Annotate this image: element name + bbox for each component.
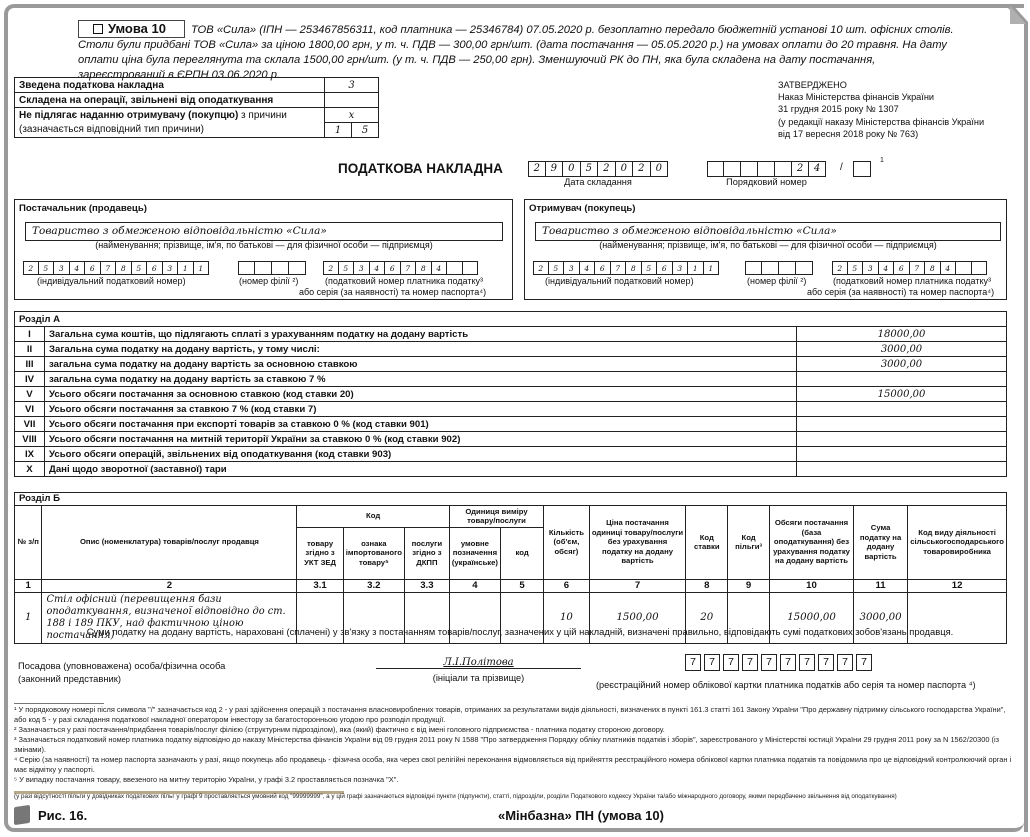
footnote-4: ⁴ Серію (за наявності) та номер паспорта зазначають у разі, якщо покупець або продавець - фізична особа, яка через свої релігійні переконання відмовляється від прийняття реєстраційного номера облікової картки платника податків та повідомила про це відповідний контролюючий орган і має відмітку у паспорті.	[14, 755, 1012, 774]
buyer-taxpayer-caption-2: або серія (за наявності) та номер паспорта⁴)	[807, 287, 995, 297]
seller-taxpayer-number-field[interactable]: 2 5 3 4 6 7 8 4	[323, 261, 478, 275]
item-price[interactable]: 1500,00	[589, 592, 686, 643]
buyer-name-caption: (найменування; прізвище, ім'я, по батькові — для фізичної особи — підприємця)	[599, 240, 937, 250]
seller-name-field[interactable]: Товариство з обмеженою відповідальністю «Сила»	[25, 222, 503, 241]
footnote-2: ² Зазначається у разі постачання/придбання товарів/послуг філією (структурним підрозділом), яка (який) фактично є від імені головного підприємства - платника податку стороною договору.	[14, 725, 665, 734]
col-header: Ціна постачання одиниці товару/послуги без урахування податку на додану вартість	[589, 505, 686, 579]
flag-label: Складена на операції, звільнені від оподаткування	[15, 93, 325, 108]
flag-row-reason	[15, 123, 379, 138]
figure-caption: «Мінбазна» ПН (умова 10)	[498, 808, 664, 823]
footnote-5: ⁵ У випадку постачання товару, ввезеного на митну територію України, у графі 3.2 проставляється позначка "Х".	[14, 775, 399, 784]
col-header: № з/п	[15, 505, 42, 579]
col-header: ознака імпортованого товару⁵	[343, 527, 404, 579]
section-b-title: Розділ Б	[15, 493, 1007, 506]
col-header: Сума податку на додану вартість	[853, 505, 907, 579]
col-header: код	[500, 527, 543, 579]
flag-label: (зазначається відповідний тип причини)	[15, 123, 325, 138]
date-field[interactable]	[528, 161, 668, 187]
registration-number-caption: (реєстраційний номер облікової картки платника податків або серія та номер паспорта ⁴)	[596, 680, 976, 690]
flag-row-not-issued	[15, 108, 379, 123]
buyer-branch-caption: (номер філії ²)	[747, 276, 807, 286]
footnote-benefit-code: (у разі відсутності пільги у довідниках податкових пільг у графі 9 проставляється умовний код "99999999", а у цій графі зазначаються відповідні пункти (підпункти), статті, підрозділи, розділи Податкового кодексу України та/або міжнародного договору, якими передбачено звільнення від оподаткування)	[14, 793, 897, 800]
flag-value[interactable]: x	[325, 108, 379, 123]
section-a-row: IX Усього обсяги операцій, звільнених від оподаткування (код ставки 903)	[15, 447, 1007, 462]
column-numbers-row: 1 2 3.1 3.2 3.3 4 5 6 7 8 9 10 11 12	[15, 579, 1007, 592]
section-b-table	[14, 492, 1007, 644]
col-header: Код	[297, 505, 449, 527]
section-a-row: V Усього обсяги постачання за основною ставкою (код ставки 20) 15000,00	[15, 387, 1007, 402]
footnote-ref: 1	[880, 157, 884, 164]
section-a-value[interactable]	[797, 432, 1007, 447]
table-row[interactable]: 1 Стіл офісний (перевищення бази оподаткування, визначеної відповідно до ст. 188 і 189 ПКУ, над фактичною ціною постачання) 10 1500,00 20 15000,00 3000,00	[15, 592, 1007, 643]
section-a-value[interactable]	[797, 462, 1007, 477]
signer-label: Посадова (уповноважена) особа/фізична особа (законний представник)	[18, 660, 226, 684]
seller-ipn-field[interactable]: 2 5 3 4 6 7 8 5 6 3 1 1	[23, 261, 209, 275]
col-header: Опис (номенклатура) товарів/послуг продавця	[42, 505, 297, 579]
flag-label: Зведена податкова накладна	[15, 78, 325, 93]
section-a-table	[14, 311, 1007, 477]
item-rate-code[interactable]: 20	[686, 592, 728, 643]
page-frame-right	[1024, 46, 1028, 832]
section-a-value[interactable]: 18000,00	[797, 327, 1007, 342]
serial-number-field[interactable]: 2 4 Порядковий номер	[707, 161, 826, 187]
section-a-value[interactable]: 3000,00	[797, 342, 1007, 357]
col-header: Код пільги³	[728, 505, 770, 579]
buyer-name-field[interactable]: Товариство з обмеженою відповідальністю «Сила»	[535, 222, 1001, 241]
buyer-ipn-field[interactable]: 2 5 3 4 6 7 8 5 6 3 1 1	[533, 261, 719, 275]
col-header: умовне позначення (українське)	[449, 527, 500, 579]
buyer-branch-field[interactable]	[745, 261, 813, 275]
item-description[interactable]: Стіл офісний (перевищення бази оподаткування, визначеної відповідно до ст. 188 і 189 ПКУ, над фактичною ціною постачання)	[42, 592, 297, 643]
serial-slash: /	[840, 162, 843, 173]
section-a-value[interactable]	[797, 402, 1007, 417]
condition-badge: Умова 10	[78, 20, 185, 38]
buyer-taxpayer-caption-1: (податковий номер платника податку³	[833, 276, 992, 286]
section-a-row: VII Усього обсяги постачання при експорті товарів за ставкою 0 % (код ставки 901)	[15, 417, 1007, 432]
section-a-row: III загальна сума податку на додану вартість за основною ставкою 3000,00	[15, 357, 1007, 372]
buyer-taxpayer-number-field[interactable]: 2 5 3 4 6 7 8 4	[832, 261, 987, 275]
figure-label: Рис. 16.	[38, 808, 88, 823]
col-header: товару згідно з УКТ ЗЕД	[297, 527, 343, 579]
flag-value[interactable]: 3	[325, 78, 379, 93]
footnote-1: ¹ У порядковому номері після символа "/" зазначається код 2 - у разі здійснення операцій з постачання власновироблених товарів, отриманих за результатами видів діяльності, визначених в пункті 161.3 статті 161 Закону України "Про державну підтримку сільського господарства України", або код 5 - у разі складання податкової накладної оператором інвестору за багатосторонньою угодою про розподіл продукції.	[14, 705, 1006, 724]
section-a-title: Розділ А	[15, 312, 1007, 327]
col-header: Код ставки	[686, 505, 728, 579]
section-a-row: VIII Усього обсяги постачання на митній території України за ставкою 0 % (код ставки 902)	[15, 432, 1007, 447]
summary-flags-table	[14, 77, 379, 138]
flag-label: Не підлягає наданню отримувачу (покупцю) з причини	[15, 108, 325, 123]
buyer-ipn-caption: (індивідуальний податковий номер)	[545, 276, 694, 286]
section-a-row: X Дані щодо зворотної (заставної) тари	[15, 462, 1007, 477]
section-a-value[interactable]: 3000,00	[797, 357, 1007, 372]
seller-ipn-caption: (індивідуальний податковий номер)	[37, 276, 186, 286]
seller-section	[14, 199, 513, 300]
confirmation-text: Суми податку на додану вартість, нараховані (сплачені) у зв'язку з постачанням товарів/послуг, зазначених у цій накладній, визначені правильно, відповідають сумі податкових зобов'язань продавця.	[86, 626, 954, 637]
flag-value[interactable]	[325, 93, 379, 108]
section-a-row: IV загальна сума податку на додану вартість за ставкою 7 %	[15, 372, 1007, 387]
intro-text: ТОВ «Сила» (ІПН — 253467856311, код платника — 25346784) 07.05.2020 р. безоплатно передало бюджетній установі 10 шт. офісних столів. Столи були придбані ТОВ «Сила» за ціною 1800,00 грн, у т. ч. ПДВ — 300,00 грн/шт. (дата постачання — 05.05.2020 р.) на умовах оплати до 20 травня. На дату оплати ціна була переглянута та склала 1500,00 грн/шт. (у т. ч. ПДВ — 250,00 грн). Зменшуючий РК до ПН, яка була складена на дату постачання, зареєстрований в ЄРПН 03.06.2020 р.	[78, 24, 954, 81]
signature-name-field[interactable]: Л.І.Політова	[376, 657, 581, 669]
seller-taxpayer-caption-1: (податковий номер платника податку³	[325, 276, 484, 286]
flag-row-consolidated	[15, 78, 379, 93]
figure-marker-icon	[14, 805, 30, 825]
buyer-section	[524, 199, 1007, 300]
section-a-row: I Загальна сума коштів, що підлягають сплаті з урахуванням податку на додану вартість 18000,00	[15, 327, 1007, 342]
intro-text-block	[78, 20, 958, 83]
date-label: Дата складання	[564, 177, 632, 187]
flag-row-exempt	[15, 93, 379, 108]
buyer-title: Отримувач (покупець)	[529, 203, 636, 214]
serial-number-label: Порядковий номер	[726, 177, 807, 187]
item-quantity[interactable]: 10	[544, 592, 589, 643]
page-corner-fold-icon	[978, 0, 1030, 50]
item-vat[interactable]: 3000,00	[853, 592, 907, 643]
seller-name-caption: (найменування; прізвище, ім'я, по батькові — для фізичної особи — підприємця)	[95, 240, 433, 250]
seller-branch-caption: (номер філії ²)	[239, 276, 299, 286]
section-a-value[interactable]	[797, 417, 1007, 432]
seller-branch-field[interactable]	[238, 261, 306, 275]
section-a-value[interactable]: 15000,00	[797, 387, 1007, 402]
footnotes	[14, 705, 1014, 785]
checkbox-icon	[93, 24, 103, 34]
col-header: Код виду діяльності сільськогосподарського товаровиробника	[908, 505, 1007, 579]
footnote-3: ³ Зазначається податковий номер платника податку відповідно до наказу Міністерства фінансів України від 09 грудня 2011 року N 1588 "Про затвердження Порядку обліку платників податків і зборів", зареєстрованого у Міністерстві юстиції України 29 грудня 2011 року за N 1562/20300 (із змінами).	[14, 735, 1000, 754]
col-header: Обсяги постачання (база оподаткування) без урахування податку на додану вартість	[770, 505, 854, 579]
section-a-value[interactable]	[797, 447, 1007, 462]
seller-title: Постачальник (продавець)	[19, 203, 147, 214]
reason-cell[interactable]: 5	[352, 123, 379, 138]
signature-caption: (ініціали та прізвище)	[432, 673, 525, 683]
date-cells: 2 9 0 5 2 0 2 0	[528, 161, 668, 177]
col-header: Кількість (об'єм, обсяг)	[544, 505, 589, 579]
section-a-value[interactable]	[797, 372, 1007, 387]
footnote-separator	[14, 703, 104, 704]
document-title: ПОДАТКОВА НАКЛАДНА	[338, 161, 503, 176]
seller-taxpayer-caption-2: або серія (за наявності) та номер паспорта⁴)	[299, 287, 487, 297]
reason-cell[interactable]: 1	[325, 123, 352, 138]
section-a-row: VI Усього обсяги постачання за ставкою 7 % (код ставки 7)	[15, 402, 1007, 417]
registration-number-field[interactable]: 7 7 7 7 7 7 7 7 7 7	[685, 654, 872, 671]
col-header: Одиниця виміру товару/послуги	[449, 505, 543, 527]
item-base[interactable]: 15000,00	[770, 592, 854, 643]
col-header: послуги згідно з ДКПП	[404, 527, 449, 579]
serial-suffix-field[interactable]	[853, 161, 871, 177]
section-a-row: II Загальна сума податку на додану вартість, у тому числі: 3000,00	[15, 342, 1007, 357]
approval-stamp: ЗАТВЕРДЖЕНО Наказ Міністерства фінансів України 31 грудня 2015 року № 1307 (у редакції наказу Міністерства фінансів України від 17 вересня 2018 року № 763)	[778, 80, 985, 139]
